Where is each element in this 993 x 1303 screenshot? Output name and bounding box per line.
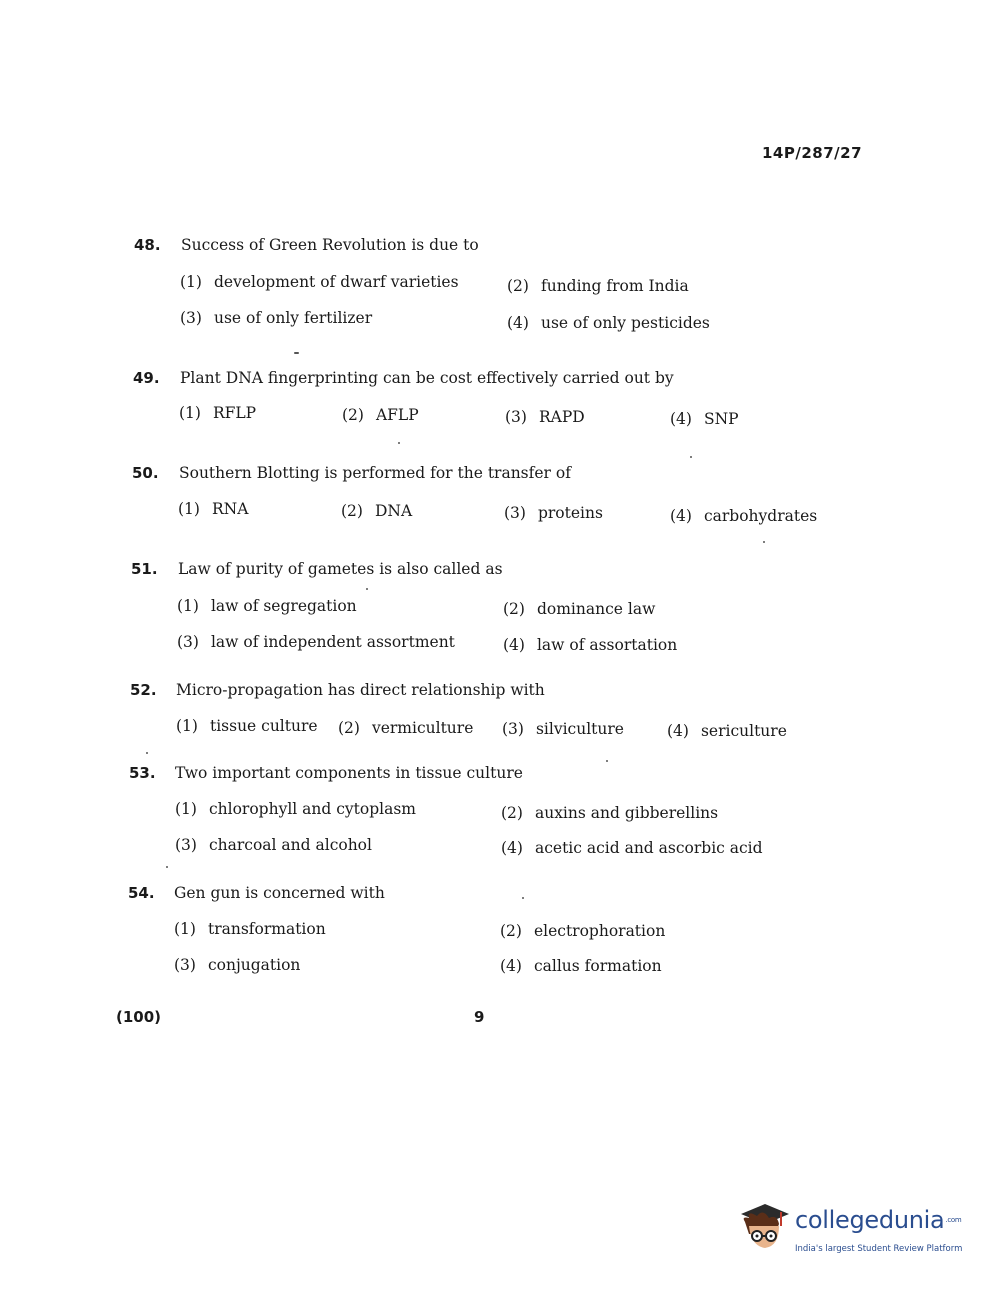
scan-speck (763, 541, 765, 543)
option-54-1: (1) transformation (174, 920, 326, 938)
option-53-1: (1) chlorophyll and cytoplasm (175, 800, 417, 818)
question-number: 49. (133, 369, 160, 387)
option-54-4: (4) callus formation (500, 957, 662, 975)
footer-code: (100) (116, 1008, 162, 1026)
option-48-4: (4) use of only pesticides (507, 314, 710, 332)
option-54-2: (2) electrophoration (500, 922, 666, 940)
option-50-2: (2) DNA (341, 502, 413, 520)
question-number: 50. (132, 464, 159, 482)
page-number: 9 (474, 1008, 485, 1026)
question-text: Gen gun is concerned with (174, 884, 385, 902)
option-51-4: (4) law of assortation (503, 636, 678, 654)
question-text: Success of Green Revolution is due to (181, 236, 479, 254)
brand-suffix: .com (945, 1216, 962, 1224)
option-48-1: (1) development of dwarf varieties (180, 273, 459, 291)
option-54-3: (3) conjugation (174, 956, 301, 974)
option-52-3: (3) silviculture (502, 720, 624, 738)
question-text: Two important components in tissue culture (175, 764, 523, 782)
scan-speck (522, 897, 524, 899)
option-53-2: (2) auxins and gibberellins (501, 804, 719, 822)
option-51-2: (2) dominance law (503, 600, 656, 618)
option-53-4: (4) acetic acid and ascorbic acid (501, 839, 763, 857)
question-number: 48. (134, 236, 161, 254)
option-49-3: (3) RAPD (505, 408, 585, 426)
option-52-4: (4) sericulture (667, 722, 787, 740)
scan-speck (166, 866, 168, 868)
question-text: Plant DNA fingerprinting can be cost effectively carried out by (180, 369, 674, 387)
option-51-3: (3) law of independent assortment (177, 633, 455, 651)
collegedunia-logo (735, 1196, 965, 1258)
option-52-2: (2) vermiculture (338, 719, 474, 737)
brand-name: collegedunia (795, 1206, 945, 1234)
brand-tagline: India's largest Student Review Platform (795, 1244, 963, 1254)
scan-speck (294, 352, 299, 354)
scan-speck (146, 752, 148, 754)
scan-speck (690, 456, 692, 458)
option-50-4: (4) carbohydrates (670, 507, 818, 525)
option-51-1: (1) law of segregation (177, 597, 357, 615)
option-48-3: (3) use of only fertilizer (180, 309, 373, 327)
option-50-1: (1) RNA (178, 500, 249, 518)
option-49-2: (2) AFLP (342, 406, 419, 424)
option-53-3: (3) charcoal and alcohol (175, 836, 372, 854)
question-number: 52. (130, 681, 157, 699)
question-number: 54. (128, 884, 155, 902)
question-text: Micro-propagation has direct relationship with (176, 681, 545, 699)
option-49-4: (4) SNP (670, 410, 739, 428)
scan-speck (366, 588, 368, 590)
option-52-1: (1) tissue culture (176, 717, 318, 735)
paper-code: 14P/287/27 (762, 144, 863, 162)
mascot-icon (735, 1196, 793, 1254)
question-text: Southern Blotting is performed for the transfer of (179, 464, 571, 482)
option-50-3: (3) proteins (504, 504, 603, 522)
question-number: 51. (131, 560, 158, 578)
scan-speck (398, 442, 400, 444)
question-text: Law of purity of gametes is also called as (178, 560, 503, 578)
question-number: 53. (129, 764, 156, 782)
scan-speck (606, 760, 608, 762)
option-48-2: (2) funding from India (507, 277, 689, 295)
option-49-1: (1) RFLP (179, 404, 257, 422)
